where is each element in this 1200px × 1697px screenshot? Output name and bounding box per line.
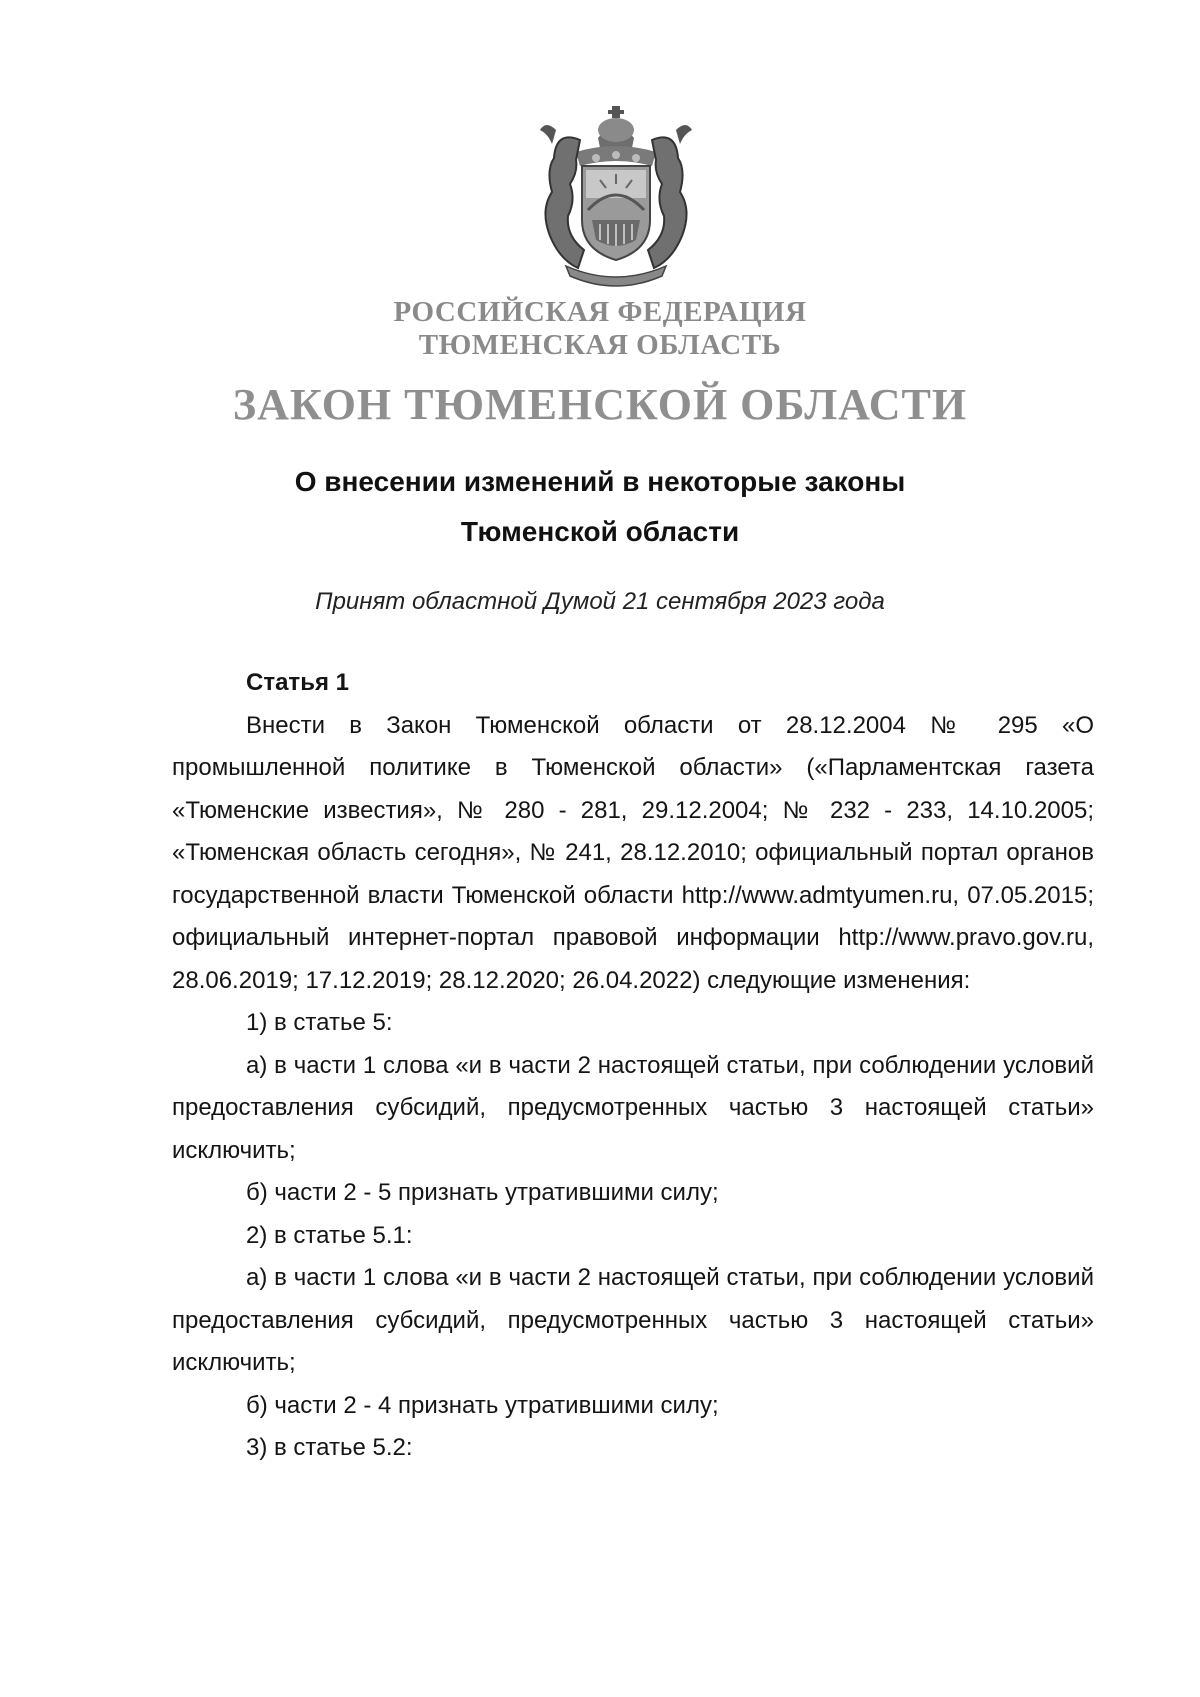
list-item: 2) в статье 5.1:	[246, 1221, 413, 1249]
law-title-line-2: Тюменской области	[460, 516, 740, 547]
law-title-line-1: О внесении изменений в некоторые законы	[294, 466, 906, 497]
list-item: 1) в статье 5:	[246, 1009, 393, 1036]
law-type-heading: ЗАКОН ТЮМЕНСКОЙ ОБЛАСТИ	[232, 380, 968, 429]
article-body	[172, 662, 1094, 1470]
list-item: б) части 2 - 5 признать утратившими силу;	[246, 1179, 719, 1206]
list-item: 3) в статье 5.2:	[246, 1434, 413, 1461]
law-title	[0, 457, 1200, 557]
list-item: а) в части 1 слова «и в части 2 настоящей статьи, при соблюдении условий предоставления субсидий, предусмотренных частью 3 настоящей статьи» исключить;	[172, 1264, 1094, 1376]
region-heading: ТЮМЕНСКАЯ ОБЛАСТЬ	[418, 329, 782, 361]
federation-heading: РОССИЙСКАЯ ФЕДЕРАЦИЯ	[393, 296, 807, 328]
article-heading: Статья 1	[246, 669, 349, 696]
tyumen-coat-of-arms-icon	[526, 100, 706, 290]
list-item: б) части 2 - 4 признать утратившими силу;	[246, 1391, 719, 1419]
list-item: а) в части 1 слова «и в части 2 настоящей статьи, при соблюдении условий предоставления субсидий, предусмотренных частью 3 настоящей статьи» исключить;	[172, 1051, 1094, 1164]
article-intro: Внести в Закон Тюменской области от 28.12.2004 № 295 «О промышленной политике в Тюменской области» («Парламентская газета «Тюменские известия», № 280 - 281, 29.12.2004; № 232 - 233, 14.10.2005; «Тюменская область сегодня», № 241, 28.12.2010; официальный портал органов государственной власти Тюменской области http://www.admtyumen.ru, 07.05.2015; официальный интернет-портал правовой информации http://www.pravo.gov.ru, 28.06.2019; 17.12.2019; 28.12.2020; 26.04.2022) следующие изменения:	[172, 711, 1094, 994]
adoption-note: Принят областной Думой 21 сентября 2023 года	[315, 588, 885, 615]
